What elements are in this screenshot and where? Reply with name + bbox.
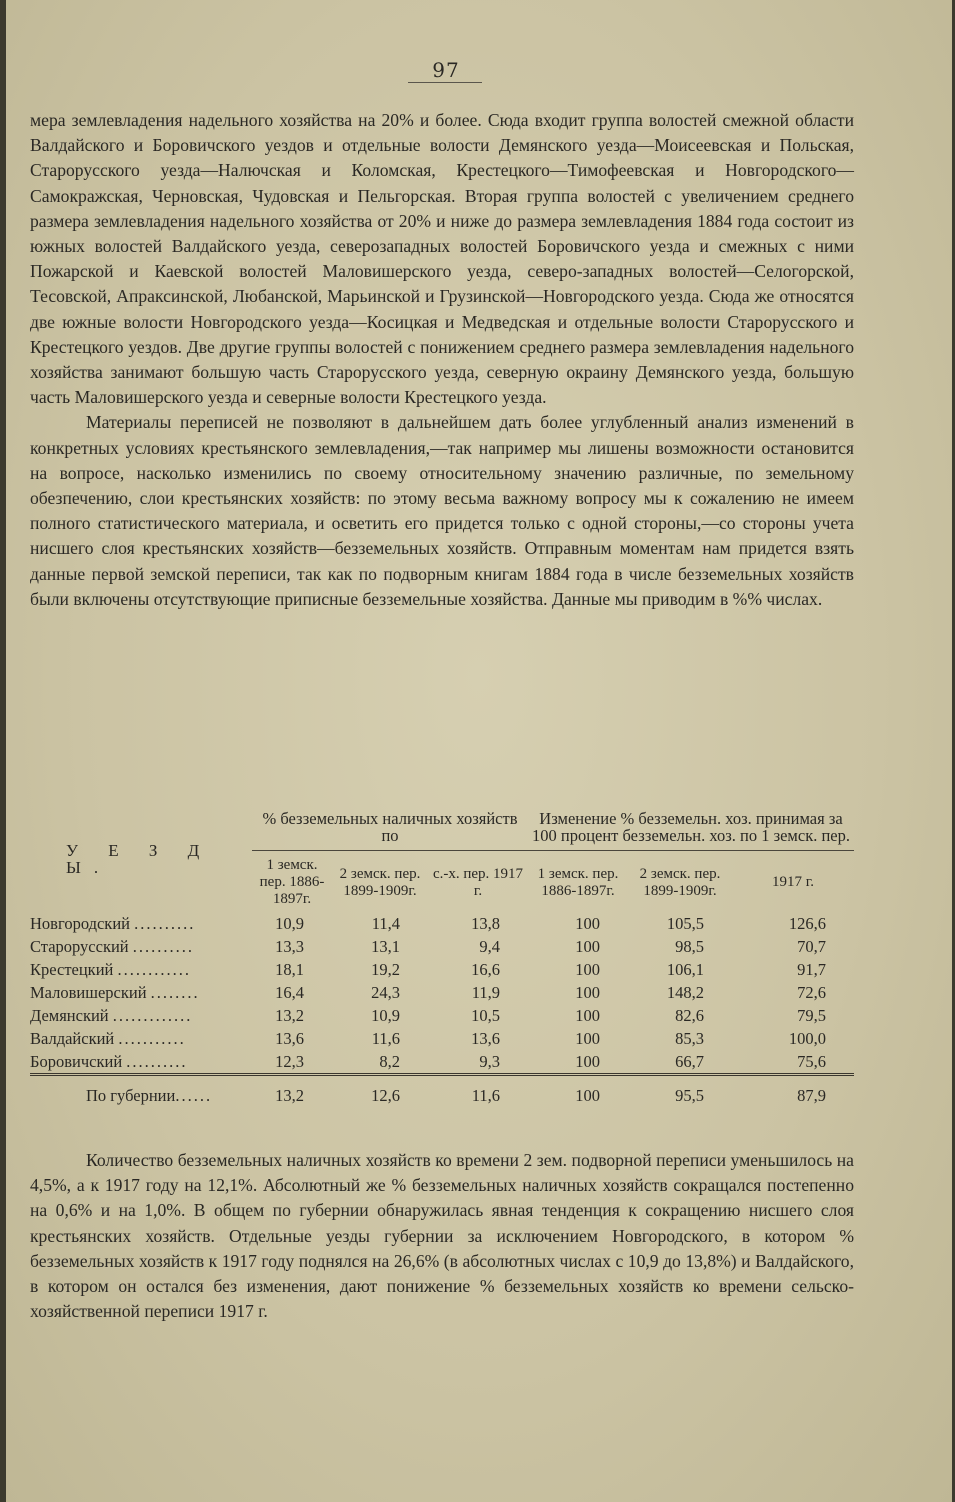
landless-households-table	[30, 810, 854, 1108]
row-name: Боровичский	[30, 1052, 123, 1071]
cell: 72,6	[797, 983, 826, 1002]
cell: 91,7	[797, 960, 826, 979]
cell: 24,3	[371, 983, 400, 1002]
cell: 13,3	[275, 937, 304, 956]
table-row: Крестецкий ............ 18,1 19,2 16,6 100 106,1 91,7	[30, 958, 854, 981]
cell: 13,8	[471, 914, 500, 933]
cell: 9,3	[479, 1052, 500, 1071]
cell: 95,5	[628, 1075, 732, 1109]
cell: 13,6	[275, 1029, 304, 1048]
cell: 100	[575, 914, 600, 933]
row-name: Крестецкий	[30, 960, 114, 979]
cell: 12,3	[275, 1052, 304, 1071]
col-header-5: 2 земск. пер. 1899-1909г.	[639, 865, 721, 899]
paragraph-2: Материалы переписей не позволяют в дальнейшем дать более углубленный анализ изменений в конкретных условиях крестьянского землевладения,—так например мы лишены возможности остановится на вопросе, насколько изменились по своему относительному значению различные, по земельному обезпечению, слои крестьянских хозяйств: по этому весьма важному вопросу мы к сожалению не имеем полного статистического материала, и осветить его придется только с одной стороны,—со стороны учета нисшего слоя крестьянских хозяйств—безземельных хозяйств. Отправным моментам нам придется взять данные первой земской переписи, так как по подворным книгам 1884 года в числе безземельных хозяйств были включены отсутствующие приписные безземельные хозяйства. Данные мы приводим в %% числах.	[30, 412, 854, 609]
document-page	[6, 0, 952, 1502]
table-row: Демянский ............. 13,2 10,9 10,5 100 82,6 79,5	[30, 1004, 854, 1027]
cell: 18,1	[275, 960, 304, 979]
cell: 100	[528, 1075, 628, 1109]
row-name: Новгородский	[30, 914, 130, 933]
cell: 100	[575, 1052, 600, 1071]
row-name: Маловишерский	[30, 983, 147, 1002]
cell: 148,2	[666, 983, 704, 1002]
cell: 126,6	[788, 914, 826, 933]
col-header-4: 1 земск. пер. 1886-1897г.	[537, 865, 619, 899]
row-name: Валдайский	[30, 1029, 115, 1048]
col-header-6: 1917 г.	[772, 874, 814, 890]
cell: 16,6	[471, 960, 500, 979]
cell: 11,6	[371, 1029, 400, 1048]
page-number-rule	[408, 82, 482, 83]
cell: 75,6	[797, 1052, 826, 1071]
cell: 87,9	[732, 1075, 854, 1109]
cell: 8,2	[379, 1052, 400, 1071]
paragraph-1: мера землевладения надельного хозяйства на 20% и более. Сюда входит группа волостей смежной области Валдайского и Боровичского уездов и отдельные волости Демянского уезда—Моисеевская и Польская, Старорусского уезда—Налючская и Коломская, Крестецкого—Тимофеевская и Новгородского—Самокражская, Черновская, Чудовская и Пельгорская. Вторая группа волостей с увеличением среднего размера землевладения надельного хозяйства от 20% и ниже до размера землевладения 1884 года состоит из южных волостей Валдайского уезда, северозападных волостей Боровичского уезда и смежных с ними Пожарской и Каевской волостей Маловишерского уезда, северо-западных волостей—Селогорской, Тесовской, Апраксинской, Любанской, Марьинской и Грузинской—Новгородского уезда. Сюда же относятся две южные волости Новгородского уезда—Косицкая и Медведская и отдельные волости Старорусского и Крестецкого уездов. Две другие группы волостей с понижением среднего размера землевладения надельного хозяйства занимают большую часть Старорусского уезда, северную окраину Демянского уезда, большую часть Маловишерского уезда и северные волости Крестецкого уезда.	[30, 110, 854, 408]
cell: 82,6	[675, 1006, 704, 1025]
table-row: Боровичский .......... 12,3 8,2 9,3 100 66,7 75,6	[30, 1050, 854, 1075]
table-row: Маловишерский ........ 16,4 24,3 11,9 100 148,2 72,6	[30, 981, 854, 1004]
cell: 100	[575, 1006, 600, 1025]
cell: 10,9	[371, 1006, 400, 1025]
cell: 11,6	[428, 1075, 528, 1109]
group1-header: % безземельных наличных хозяйств по	[252, 810, 528, 851]
cell: 105,5	[666, 914, 704, 933]
cell: 10,9	[275, 914, 304, 933]
cell: 70,7	[797, 937, 826, 956]
body-text-top	[30, 108, 854, 612]
table-row: Новгородский .......... 10,9 11,4 13,8 100 105,5 126,6	[30, 908, 854, 935]
cell: 13,6	[471, 1029, 500, 1048]
cell: 9,4	[479, 937, 500, 956]
cell: 13,1	[371, 937, 400, 956]
cell: 100,0	[788, 1029, 826, 1048]
table-total-row: По губернии...... 13,2 12,6 11,6 100 95,5 87,9	[30, 1075, 854, 1109]
cell: 100	[575, 960, 600, 979]
total-name: По губернии	[86, 1085, 176, 1105]
row-name: Старорусский	[30, 937, 129, 956]
cell: 100	[575, 937, 600, 956]
table-row: Старорусский .......... 13,3 13,1 9,4 100 98,5 70,7	[30, 935, 854, 958]
cell: 12,6	[332, 1075, 428, 1109]
cell: 100	[575, 1029, 600, 1048]
cell: 10,5	[471, 1006, 500, 1025]
col-header-1: 1 земск. пер. 1886-1897г.	[259, 857, 325, 907]
cell: 79,5	[797, 1006, 826, 1025]
cell: 98,5	[675, 937, 704, 956]
group2-header: Изменение % безземельн. хоз. принимая за 100 процент безземельн. хоз. по 1 земск. пер.	[528, 810, 854, 851]
table-row: Валдайский ........... 13,6 11,6 13,6 100 85,3 100,0	[30, 1027, 854, 1050]
table-stub-header: У Е З Д Ы.	[66, 841, 213, 877]
cell: 85,3	[675, 1029, 704, 1048]
row-name: Демянский	[30, 1006, 109, 1025]
cell: 16,4	[275, 983, 304, 1002]
page-number: 97	[432, 58, 460, 82]
cell: 19,2	[371, 960, 400, 979]
cell: 11,9	[471, 983, 500, 1002]
col-header-3: с.-х. пер. 1917 г.	[432, 865, 524, 899]
cell: 100	[575, 983, 600, 1002]
cell: 13,2	[275, 1006, 304, 1025]
cell: 66,7	[675, 1052, 704, 1071]
cell: 13,2	[252, 1075, 332, 1109]
col-header-2: 2 земск. пер. 1899-1909г.	[339, 865, 421, 899]
cell: 106,1	[666, 960, 704, 979]
closing-paragraph: Количество безземельных наличных хозяйств ко времени 2 зем. подворной переписи уменьшилось на 4,5%, а к 1917 году на 12,1%. Абсолютный же % безземельных наличных хозяйств сокращался постепенно на 0,6% и на 1,0%. В общем по губернии обнаружилась явная тенденция к сокращению нисшего слоя крестьянских хозяйств. Отдельные уезды губернии за исключением Новгородского, в котором % безземельных хозяйств к 1917 году поднялся на 26,6% (в абсолютных числах с 10,9 до 13,8%) и Валдайского, в котором он остался без изменения, дают понижение % безземельных хозяйств ко времени сельско-хозяйственной переписи 1917 г.	[30, 1150, 854, 1322]
cell: 11,4	[371, 914, 400, 933]
